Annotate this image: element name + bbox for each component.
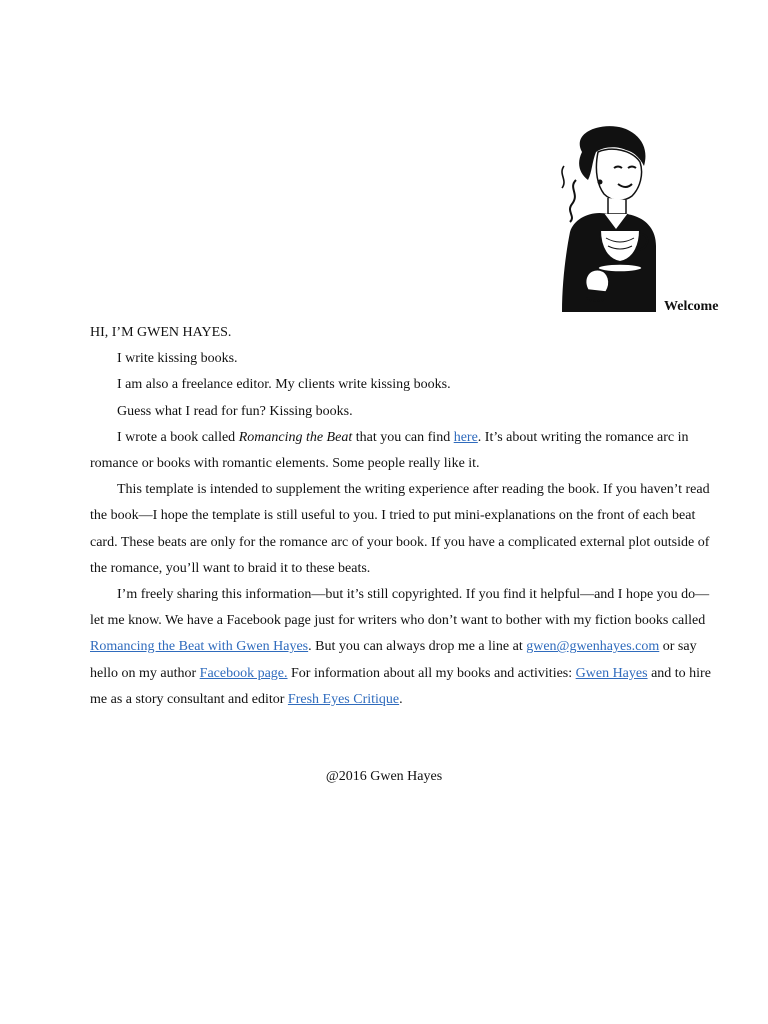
- woman-coffee-drawing: [548, 122, 664, 312]
- copyright-footer: @2016 Gwen Hayes: [325, 769, 443, 784]
- greeting: HI, I’M GWEN HAYES.: [90, 325, 232, 340]
- book-title: Romancing the Beat: [238, 429, 353, 445]
- woman-coffee-illustration: [548, 122, 664, 312]
- sharing-text-2: . But you can always drop me a line at: [308, 639, 527, 655]
- book-paragraph: [90, 425, 722, 477]
- email-link[interactable]: gwen@gwenhayes.com: [526, 639, 660, 655]
- intro-line-3: Guess what I read for fun? Kissing books.: [117, 403, 353, 419]
- facebook-page-link[interactable]: Facebook page.: [199, 665, 288, 681]
- facebook-group-link[interactable]: Romancing the Beat with Gwen Hayes: [90, 639, 309, 655]
- sharing-paragraph: [90, 582, 722, 713]
- welcome-body: [90, 320, 722, 713]
- sharing-text-5: and to hire me as a story consultant and editor: [90, 665, 711, 707]
- sharing-text-1: I’m freely sharing this information—but it’s still copyrighted. If you find it helpful—and I hope you do—let me know. We have a Facebook page just for writers who don’t want to bother with my fiction books called: [90, 587, 710, 629]
- intro-line-1: I write kissing books.: [117, 351, 238, 367]
- sharing-text-6: .: [399, 691, 403, 707]
- template-paragraph: This template is intended to supplement the writing experience after reading the book. If you haven’t read the book—I hope the template is still useful to you. I tried to put mini-explanations on the front of each beat card. These beats are only for the romance arc of your book. If you have a complicated external plot outside of the romance, you’ll want to braid it to these beats.: [90, 482, 710, 576]
- book-text-post: . It’s about writing the romance arc in romance or books with romantic elements. Some people really like it.: [90, 429, 689, 472]
- book-text-mid: that you can find: [352, 429, 454, 445]
- sharing-text-3: or say hello on my author: [90, 639, 697, 681]
- welcome-heading: Welcome: [664, 299, 719, 314]
- sharing-text-4: For information about all my books and activities:: [287, 665, 576, 681]
- intro-line-2: I am also a freelance editor. My clients write kissing books.: [117, 377, 451, 393]
- fresh-eyes-critique-link[interactable]: Fresh Eyes Critique: [287, 691, 400, 707]
- book-here-link[interactable]: here: [453, 429, 478, 445]
- book-text-pre: I wrote a book called: [117, 429, 239, 445]
- author-site-link[interactable]: Gwen Hayes: [575, 665, 648, 681]
